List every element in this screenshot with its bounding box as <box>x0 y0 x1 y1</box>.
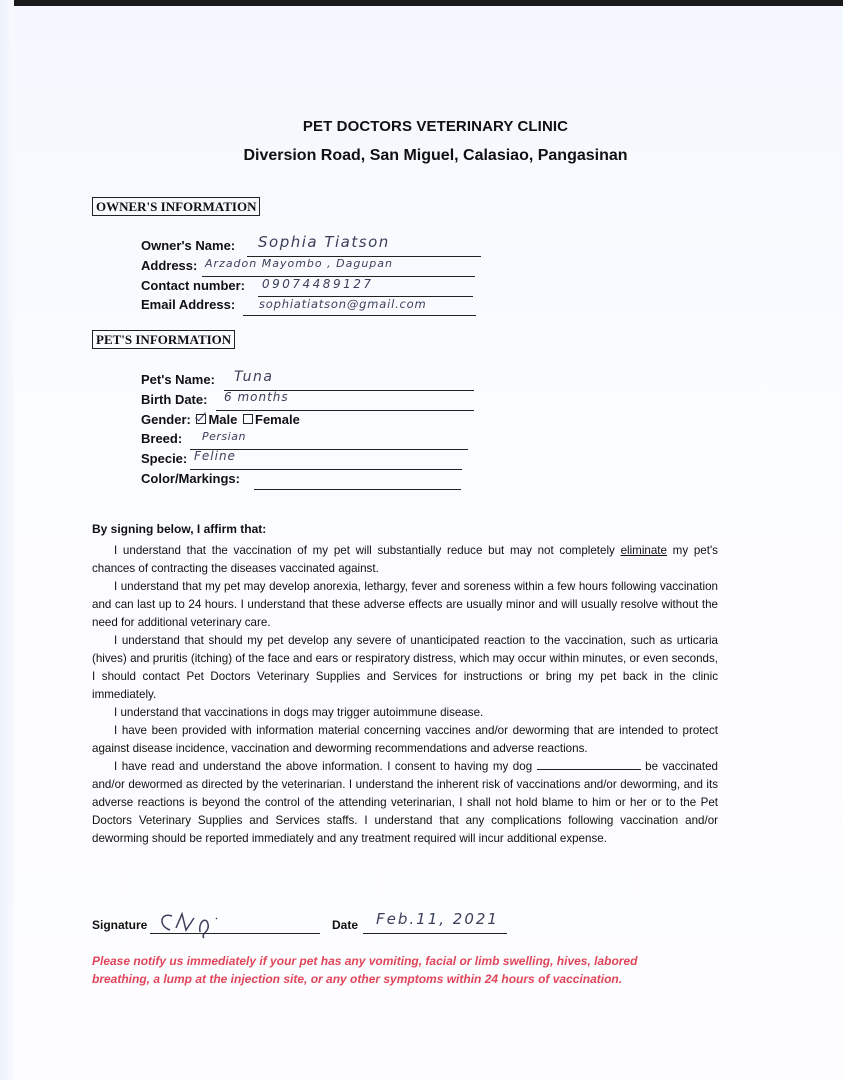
breed-label: Breed: <box>141 431 183 446</box>
pet-section-heading: PET'S INFORMATION <box>92 330 235 349</box>
notice-text: Please notify us immediately if your pet has any vomiting, facial or limb swelling, hives, labored breathing, a lump at the injection site, or any other symptoms within 24 hours of vaccination. <box>92 954 638 986</box>
date-label: Date <box>332 918 359 932</box>
contact-number-value: 09074489127 <box>262 277 374 291</box>
eliminate-underlined: eliminate <box>620 544 667 557</box>
consent-paragraph-3: I understand that should my pet develop any severe of unanticipated reaction to the vaccination, such as urticaria (hives) and pruritis (itching) of the face and ears or respiratory distress, which may occur within minutes, or even seconds, I should contact Pet Doctors Veterinary Supplies and Services for instructions or bring my pet back in the clinic immediately. <box>92 634 718 701</box>
male-option-label: Male <box>208 412 238 427</box>
consent-paragraph-6: I have read and understand the above information. I consent to having my dog be vaccinated and/or dewormed as directed by the veterinarian. I understand the inherent risk of vaccinations and/or deworming, and its adverse reactions is beyond the control of the attending veterinarian, I shall not hold blame to him or her or to the Pet Doctors Veterinary Supplies and Services staffs. I understand that any complications following vaccination and/or deworming should be reported immediately and any treatment required will incur additional expense. <box>92 760 718 845</box>
male-checkbox[interactable] <box>196 414 206 424</box>
specie-label: Specie: <box>141 451 188 466</box>
consent-paragraph-1: I understand that the vaccination of my pet will substantially reduce but may not completely eliminate my pet's chances of contracting the diseases vaccinated against. <box>92 544 718 575</box>
address-value: Arzadon Mayombo , Dagupan <box>205 257 393 270</box>
color-markings-line <box>254 471 461 490</box>
female-checkbox[interactable] <box>243 414 253 424</box>
pet-name-value: Tuna <box>234 369 274 385</box>
signature-scribble <box>150 908 260 940</box>
address-label: Address: <box>141 258 198 273</box>
contact-number-label: Contact number: <box>141 278 245 293</box>
female-option-label: Female <box>255 412 300 427</box>
scan-left-edge <box>0 0 14 1080</box>
clinic-name: PET DOCTORS VETERINARY CLINIC <box>302 118 569 135</box>
consent-paragraph-5: I have been provided with information material concerning vaccines and/or deworming that are intended to protect against disease incidence, vaccination and deworming recommendations and adverse reactions. <box>92 724 718 755</box>
affirm-intro: By signing below, I affirm that: <box>92 522 267 536</box>
consent-text <box>92 542 718 848</box>
dog-name-blank[interactable] <box>537 759 641 770</box>
owner-name-value: Sophia Tiatson <box>258 233 390 251</box>
birth-date-label: Birth Date: <box>141 392 208 407</box>
gender-label: Gender: <box>141 412 191 427</box>
pet-name-label: Pet's Name: <box>141 372 215 387</box>
email-label: Email Address: <box>141 297 236 312</box>
email-value: sophiatiatson@gmail.com <box>259 297 427 311</box>
specie-value: Feline <box>194 449 236 463</box>
color-markings-label: Color/Markings: <box>141 471 240 486</box>
gender-row <box>141 412 300 428</box>
date-value: Feb.11, 2021 <box>376 910 499 928</box>
consent-paragraph-4: I understand that vaccinations in dogs may trigger autoimmune disease. <box>114 706 484 719</box>
consent-paragraph-2: I understand that my pet may develop anorexia, lethargy, fever and soreness within a few hours following vaccination and can last up to 24 hours. I understand that these adverse effects are usually minor and will usually resolve without the need for additional veterinary care. <box>92 580 718 629</box>
signature-label: Signature <box>92 918 148 932</box>
birth-date-value: 6 months <box>224 390 289 404</box>
owner-name-label: Owner's Name: <box>141 238 236 253</box>
breed-value: Persian <box>202 430 246 443</box>
owner-section-heading: OWNER'S INFORMATION <box>92 197 260 216</box>
clinic-address: Diversion Road, San Miguel, Calasiao, Pangasinan <box>243 147 628 164</box>
